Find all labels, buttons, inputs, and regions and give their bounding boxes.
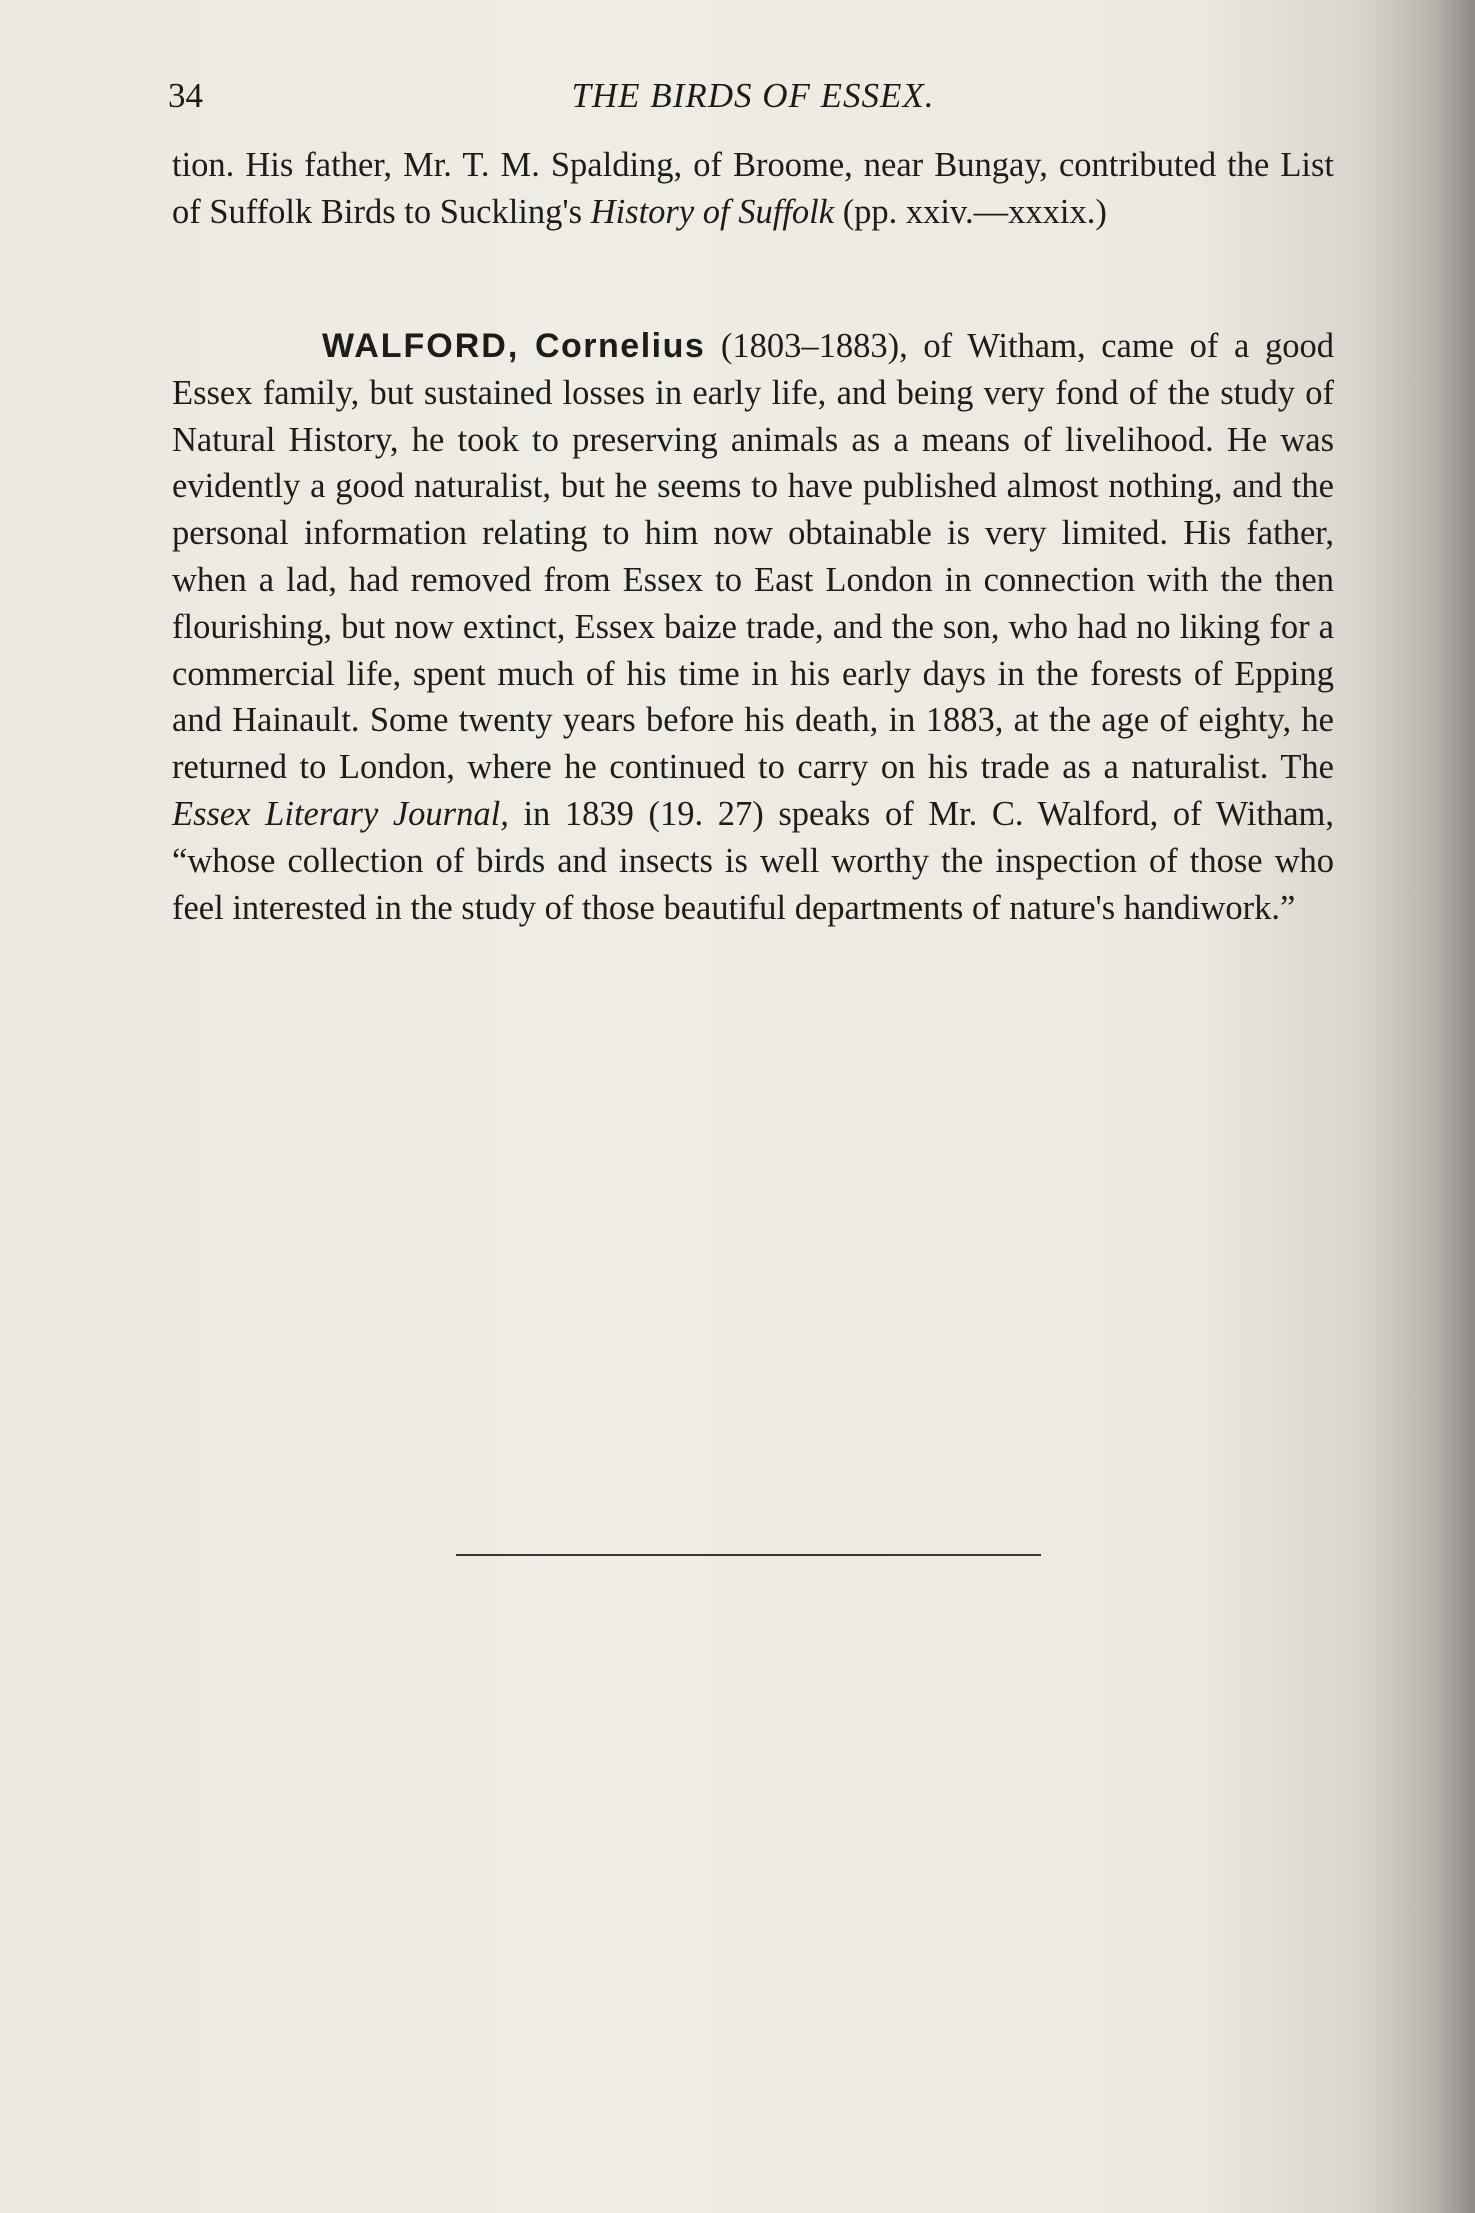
- paragraph-spalding-continued: [172, 142, 1334, 236]
- running-title: THE BIRDS OF ESSEX.: [571, 76, 935, 115]
- paragraph-text: (pp. xxiv.—xxxix.): [834, 192, 1107, 231]
- entry-surname: WALFORD,: [322, 327, 520, 365]
- section-divider-rule: [456, 1554, 1041, 1556]
- page-header: [168, 66, 1338, 126]
- paragraph-walford-entry: [172, 323, 1334, 931]
- paragraph-text: in 1839 (19. 27) speaks of Mr. C. Walford, of Witham, “whose collection of birds and insects is well worthy the inspection of those who feel interested in the study of those beautiful departments of nature's handiwork.”: [172, 794, 1334, 927]
- paragraph-text: (1803–1883), of Witham, came of a good Essex family, but sustained losses in early life, and being very fond of the study of Natural History, he took to preserving animals as a means of livelihood. He was evidently a good naturalist, but he seems to have published almost nothing, and the personal information relating to him now obtainable is very limited. His father, when a lad, had removed from Essex to East London in connection with the then flourishing, but now extinct, Essex baize trade, and the son, who had no liking for a commercial life, spent much of his time in his early days in the forests of Epping and Hainault. Some twenty years before his death, in 1883, at the age of eighty, he returned to London, where he continued to carry on his trade as a naturalist. The: [172, 327, 1335, 787]
- paragraph-text: tion. His father, Mr. T. M. Spalding, of Broome, near Bungay, contributed the List of Suffolk Birds to Suckling's: [172, 146, 1334, 231]
- page-number: 34: [168, 76, 203, 115]
- book-title-italic: History of Suffolk: [590, 192, 835, 231]
- entry-given-name: Cornelius: [534, 327, 706, 365]
- journal-title-italic: Essex Literary Journal,: [172, 794, 509, 833]
